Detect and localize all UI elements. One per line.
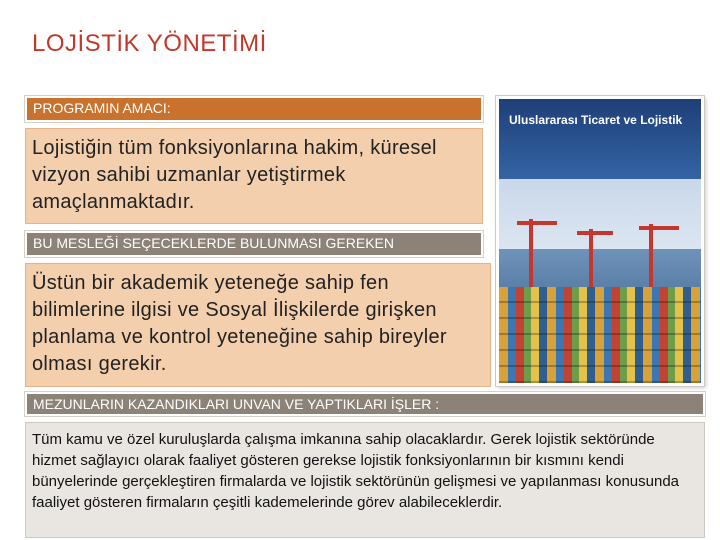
crane-icon [649, 224, 653, 289]
container-rows [499, 287, 701, 386]
crane-arm [517, 221, 557, 225]
graduates-header: MEZUNLARIN KAZANDIKLARI UNVAN VE YAPTIKLARI İŞLER : [25, 392, 705, 416]
crane-arm [639, 226, 679, 230]
crane-icon [529, 219, 533, 289]
crane-arm [577, 231, 613, 235]
requirements-header: BU MESLEĞİ SEÇECEKLERDE BULUNMASI GEREKEN [25, 231, 483, 257]
graduates-text: Tüm kamu ve özel kuruluşlarda çalışma imkanına sahip olacaklardır. Gerek lojistik sektöründe hizmet sağlayıcı olarak faaliyet gösteren gerekse lojistik fonksiyonlarının bir kısmını kendi bünyelerinde gerçekleştiren firmalarda ve lojistik sektörünün gelişmesi ve yapılanması konusunda faaliyet gösteren firmaların çeşitli kademelerinde görev alabileceklerdir. [25, 422, 705, 538]
requirements-text: Üstün bir akademik yeteneğe sahip fen bilimlerine ilgisi ve Sosyal İlişkilerde girişken planlama ve kontrol yeteneğine sahip bireyler olması gerekir. [25, 263, 491, 387]
crane-icon [589, 229, 593, 289]
slide-title: LOJİSTİK YÖNETİMİ [32, 30, 267, 57]
photo-banner [499, 99, 701, 179]
program-aim-header: PROGRAMIN AMACI: [25, 96, 483, 122]
program-aim-text: Lojistiğin tüm fonksiyonlarına hakim, küresel vizyon sahibi uzmanlar yetiştirmek amaçlanmaktadır. [25, 128, 483, 224]
port-photo [496, 96, 704, 386]
photo-caption: Uluslararası Ticaret ve Lojistik [509, 113, 683, 127]
